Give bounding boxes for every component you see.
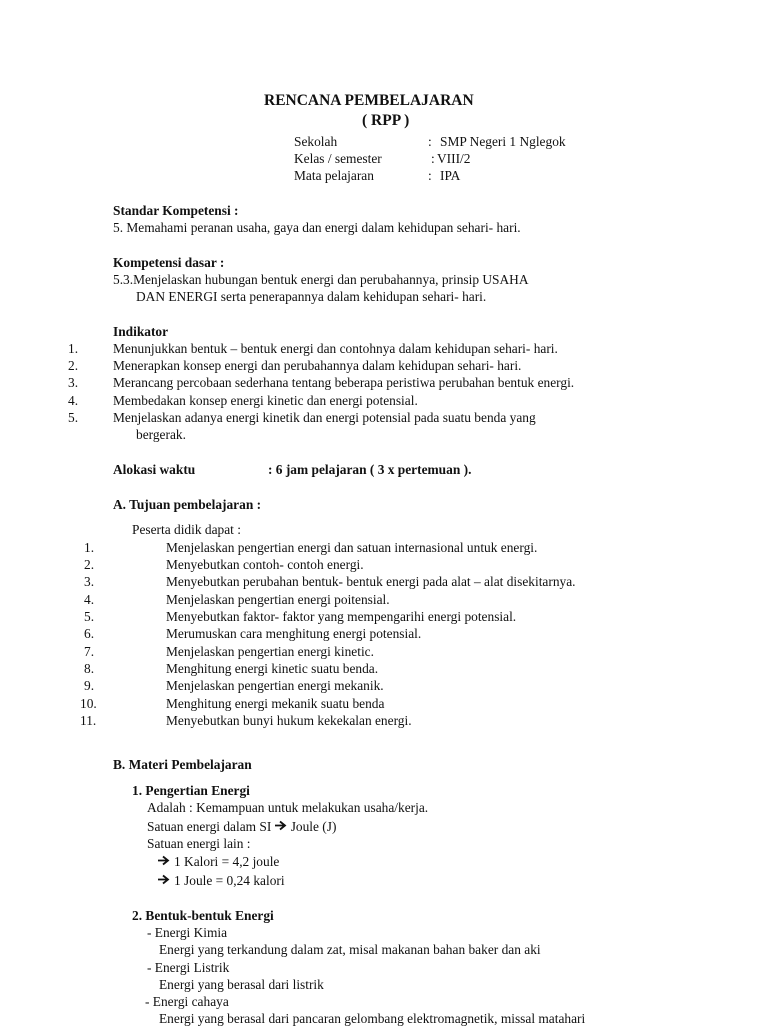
tujuan-num: 1. bbox=[84, 540, 95, 555]
materi-heading: B. Materi Pembelajaran bbox=[113, 757, 252, 772]
tujuan-item: Merumuskan cara menghitung energi potensial. bbox=[166, 626, 422, 641]
tujuan-item: Menyebutkan perubahan bentuk- bentuk energi pada alat – alat disekitarnya. bbox=[166, 574, 576, 589]
document-subtitle: ( RPP ) bbox=[362, 112, 410, 129]
indikator-num: 5. bbox=[68, 410, 79, 425]
pengertian-adalah: Adalah : Kemampuan untuk melakukan usaha/kerja. bbox=[147, 800, 429, 815]
bentuk-kimia: - Energi Kimia bbox=[147, 925, 228, 940]
tujuan-num: 8. bbox=[84, 661, 95, 676]
tujuan-item: Menjelaskan pengertian energi mekanik. bbox=[166, 678, 384, 693]
indikator-item-continuation: bergerak. bbox=[136, 427, 186, 442]
tujuan-item: Menyebutkan bunyi hukum kekekalan energi. bbox=[166, 713, 412, 728]
bentuk-listrik: - Energi Listrik bbox=[147, 960, 230, 975]
info-value-kelas: VIII/2 bbox=[437, 151, 471, 166]
bentuk-cahaya: - Energi cahaya bbox=[145, 994, 229, 1009]
indikator-item: Menjelaskan adanya energi kinetik dan energi potensial pada suatu benda yang bbox=[113, 410, 536, 425]
right-arrow-icon bbox=[158, 853, 170, 870]
info-sep-sekolah: : bbox=[428, 134, 432, 149]
tujuan-item: Menyebutkan faktor- faktor yang mempengarihi energi potensial. bbox=[166, 609, 517, 624]
bentuk-kimia-desc: Energi yang terkandung dalam zat, misal makanan bahan baker dan aki bbox=[159, 942, 541, 957]
tujuan-num: 4. bbox=[84, 592, 95, 607]
tujuan-num: 2. bbox=[84, 557, 95, 572]
bentuk-listrik-desc: Energi yang berasal dari listrik bbox=[159, 977, 324, 992]
tujuan-intro: Peserta didik dapat : bbox=[132, 522, 241, 537]
indikator-num: 4. bbox=[68, 393, 79, 408]
indikator-item: Merancang percobaan sederhana tentang beberapa peristiwa perubahan bentuk energi. bbox=[113, 375, 575, 390]
info-value-sekolah: SMP Negeri 1 Nglegok bbox=[440, 134, 566, 149]
tujuan-num: 3. bbox=[84, 574, 95, 589]
tujuan-num: 6. bbox=[84, 626, 95, 641]
indikator-num: 1. bbox=[68, 341, 79, 356]
tujuan-item: Menghitung energi kinetic suatu benda. bbox=[166, 661, 379, 676]
right-arrow-icon bbox=[275, 818, 287, 835]
tujuan-num: 5. bbox=[84, 609, 95, 624]
info-value-mapel: IPA bbox=[440, 168, 461, 183]
tujuan-item: Menjelaskan pengertian energi kinetic. bbox=[166, 644, 374, 659]
indikator-num: 2. bbox=[68, 358, 79, 373]
document-title: RENCANA PEMBELAJARAN bbox=[264, 92, 474, 109]
kompetensi-line-1: 5.3.Menjelaskan hubungan bentuk energi dan perubahannya, prinsip USAHA bbox=[113, 272, 529, 287]
pengertian-satuan bbox=[147, 818, 336, 835]
pengertian-heading: 1. Pengertian Energi bbox=[132, 783, 250, 798]
right-arrow-icon bbox=[158, 872, 170, 889]
satuan-prefix: Satuan energi dalam SI bbox=[147, 819, 272, 834]
tujuan-num: 7. bbox=[84, 644, 95, 659]
conversion-line-2 bbox=[158, 872, 285, 889]
standar-text: 5. Memahami peranan usaha, gaya dan energi dalam kehidupan sehari- hari. bbox=[113, 220, 521, 235]
indikator-item: Menerapkan konsep energi dan perubahannya dalam kehidupan sehari- hari. bbox=[113, 358, 522, 373]
info-sep-mapel: : bbox=[428, 168, 432, 183]
pengertian-lain: Satuan energi lain : bbox=[147, 836, 251, 851]
tujuan-num: 9. bbox=[84, 678, 95, 693]
conversion-line-1 bbox=[158, 853, 279, 870]
alokasi-label: Alokasi waktu bbox=[113, 462, 196, 477]
bentuk-cahaya-desc: Energi yang berasal dari pancaran gelombang elektromagnetik, missal matahari bbox=[159, 1011, 586, 1026]
satuan-suffix: Joule (J) bbox=[290, 819, 337, 834]
standar-heading: Standar Kompetensi : bbox=[113, 203, 239, 218]
info-label-sekolah: Sekolah bbox=[294, 134, 338, 149]
conversion-text: 1 Kalori = 4,2 joule bbox=[174, 854, 280, 869]
alokasi-value: : 6 jam pelajaran ( 3 x pertemuan ). bbox=[268, 462, 472, 477]
tujuan-item: Menghitung energi mekanik suatu benda bbox=[166, 696, 385, 711]
indikator-item: Menunjukkan bentuk – bentuk energi dan contohnya dalam kehidupan sehari- hari. bbox=[113, 341, 558, 356]
info-sep-kelas: : bbox=[431, 151, 435, 166]
tujuan-item: Menjelaskan pengertian energi dan satuan internasional untuk energi. bbox=[166, 540, 538, 555]
info-label-mapel: Mata pelajaran bbox=[294, 168, 374, 183]
tujuan-heading: A. Tujuan pembelajaran : bbox=[113, 497, 262, 512]
tujuan-item: Menyebutkan contoh- contoh energi. bbox=[166, 557, 364, 572]
indikator-num: 3. bbox=[68, 375, 79, 390]
conversion-text: 1 Joule = 0,24 kalori bbox=[174, 873, 285, 888]
bentuk-heading: 2. Bentuk-bentuk Energi bbox=[132, 908, 274, 923]
kompetensi-heading: Kompetensi dasar : bbox=[113, 255, 225, 270]
tujuan-num: 11. bbox=[80, 713, 97, 728]
indikator-heading: Indikator bbox=[113, 324, 169, 339]
info-label-kelas: Kelas / semester bbox=[294, 151, 382, 166]
kompetensi-line-2: DAN ENERGI serta penerapannya dalam kehidupan sehari- hari. bbox=[136, 289, 487, 304]
indikator-item: Membedakan konsep energi kinetic dan energi potensial. bbox=[113, 393, 418, 408]
tujuan-item: Menjelaskan pengertian energi poitensial. bbox=[166, 592, 390, 607]
tujuan-num: 10. bbox=[80, 696, 97, 711]
